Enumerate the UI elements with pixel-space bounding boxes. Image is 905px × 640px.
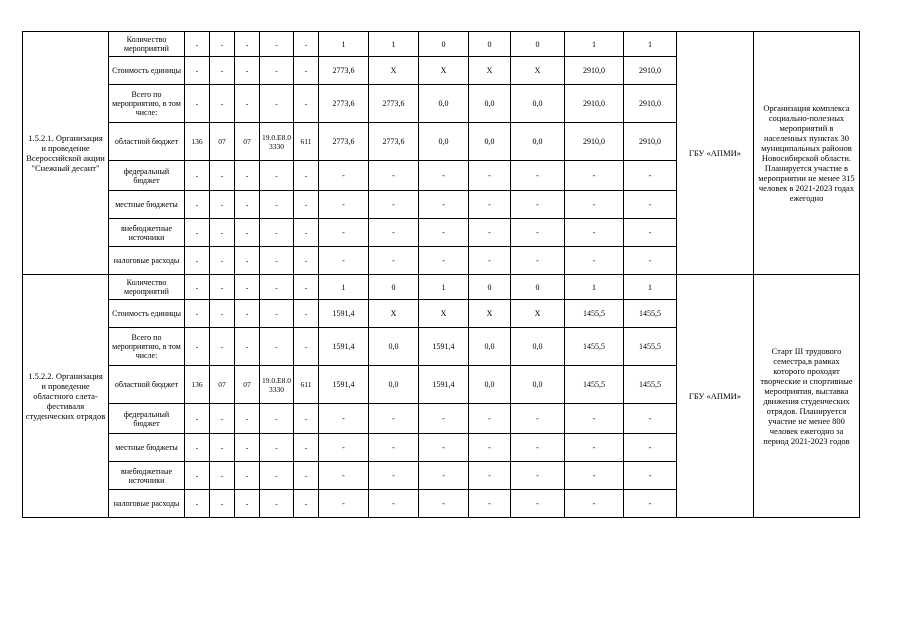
expected-result-cell: Организация комплекса социально-полезных мероприятий в населенных пунктах 30 муниципальных районов Новосибирской области. Планируется участие в мероприятии не менее 315 человек в 2021-2023 годах ежегодно	[753, 32, 859, 275]
value-cell: -	[623, 462, 676, 490]
value-cell: X	[510, 300, 564, 328]
table-row	[23, 32, 860, 57]
classification-code-cell: -	[260, 161, 294, 191]
classification-code-cell: -	[293, 462, 318, 490]
value-cell: 1	[368, 32, 418, 57]
value-cell: 2773,6	[368, 123, 418, 161]
classification-code-cell: -	[293, 434, 318, 462]
table-row	[23, 275, 860, 300]
value-cell: -	[564, 247, 623, 275]
value-cell: -	[418, 219, 468, 247]
value-cell: -	[318, 462, 368, 490]
value-cell: -	[318, 404, 368, 434]
value-cell: 2910,0	[623, 85, 676, 123]
row-label-cell: налоговые расходы	[109, 490, 185, 518]
classification-code-cell: -	[260, 462, 294, 490]
value-cell: -	[318, 191, 368, 219]
value-cell: 0	[468, 32, 510, 57]
classification-code-cell: -	[293, 57, 318, 85]
value-cell: -	[418, 434, 468, 462]
classification-code-cell: -	[185, 219, 210, 247]
value-cell: -	[368, 247, 418, 275]
classification-code-cell: 07	[235, 366, 260, 404]
value-cell: -	[318, 490, 368, 518]
classification-code-cell: -	[260, 219, 294, 247]
value-cell: X	[368, 300, 418, 328]
row-label-cell: местные бюджеты	[109, 191, 185, 219]
value-cell: 0,0	[468, 366, 510, 404]
value-cell: 0	[468, 275, 510, 300]
value-cell: -	[623, 191, 676, 219]
classification-code-cell: 07	[210, 366, 235, 404]
value-cell: -	[418, 490, 468, 518]
classification-code-cell: -	[210, 32, 235, 57]
task-title-cell: 1.5.2.2. Организация и проведение областного слета-фестиваля студенческих отрядов	[23, 275, 109, 518]
value-cell: 0	[510, 32, 564, 57]
classification-code-cell: -	[260, 191, 294, 219]
classification-code-cell: -	[293, 328, 318, 366]
row-label-cell: областной бюджет	[109, 123, 185, 161]
classification-code-cell: -	[185, 300, 210, 328]
value-cell: 0,0	[418, 123, 468, 161]
value-cell: 2773,6	[318, 57, 368, 85]
value-cell: X	[418, 300, 468, 328]
value-cell: -	[564, 490, 623, 518]
value-cell: -	[468, 434, 510, 462]
value-cell: 2910,0	[564, 85, 623, 123]
value-cell: 2910,0	[623, 57, 676, 85]
value-cell: 0,0	[468, 328, 510, 366]
value-cell: 1455,5	[564, 366, 623, 404]
classification-code-cell: -	[185, 161, 210, 191]
value-cell: 1591,4	[318, 328, 368, 366]
value-cell: -	[368, 219, 418, 247]
budget-table	[22, 31, 860, 518]
value-cell: 1	[623, 275, 676, 300]
classification-code-cell: -	[210, 490, 235, 518]
classification-code-cell: -	[293, 85, 318, 123]
classification-code-cell: -	[210, 161, 235, 191]
value-cell: -	[510, 247, 564, 275]
value-cell: -	[368, 490, 418, 518]
classification-code-cell: -	[235, 32, 260, 57]
value-cell: -	[564, 161, 623, 191]
classification-code-cell: -	[210, 57, 235, 85]
classification-code-cell: -	[185, 490, 210, 518]
classification-code-cell: -	[260, 57, 294, 85]
table-body	[23, 32, 860, 518]
classification-code-cell: -	[210, 300, 235, 328]
classification-code-cell: -	[293, 161, 318, 191]
classification-code-cell: -	[260, 300, 294, 328]
classification-code-cell: -	[235, 247, 260, 275]
classification-code-cell: 136	[185, 123, 210, 161]
value-cell: -	[368, 191, 418, 219]
value-cell: -	[564, 462, 623, 490]
value-cell: 0,0	[368, 366, 418, 404]
classification-code-cell: -	[235, 161, 260, 191]
value-cell: 1591,4	[318, 300, 368, 328]
value-cell: -	[318, 247, 368, 275]
value-cell: -	[623, 490, 676, 518]
classification-code-cell: -	[293, 300, 318, 328]
classification-code-cell: -	[210, 219, 235, 247]
row-label-cell: областной бюджет	[109, 366, 185, 404]
value-cell: 2773,6	[318, 123, 368, 161]
classification-code-cell: -	[260, 275, 294, 300]
classification-code-cell: -	[293, 32, 318, 57]
classification-code-cell: 07	[235, 123, 260, 161]
value-cell: -	[564, 434, 623, 462]
row-label-cell: Стоимость единицы	[109, 57, 185, 85]
classification-code-cell: -	[293, 191, 318, 219]
classification-code-cell: 611	[293, 366, 318, 404]
value-cell: 1455,5	[623, 300, 676, 328]
classification-code-cell: -	[185, 191, 210, 219]
value-cell: -	[368, 434, 418, 462]
row-label-cell: федеральный бюджет	[109, 404, 185, 434]
value-cell: X	[468, 300, 510, 328]
value-cell: X	[418, 57, 468, 85]
row-label-cell: местные бюджеты	[109, 434, 185, 462]
value-cell: 0,0	[510, 328, 564, 366]
value-cell: 0,0	[510, 366, 564, 404]
value-cell: -	[418, 404, 468, 434]
value-cell: 1455,5	[623, 328, 676, 366]
value-cell: -	[368, 161, 418, 191]
value-cell: 1	[318, 275, 368, 300]
value-cell: -	[623, 404, 676, 434]
classification-code-cell: -	[293, 219, 318, 247]
row-label-cell: налоговые расходы	[109, 247, 185, 275]
value-cell: 1	[418, 275, 468, 300]
classification-code-cell: -	[235, 434, 260, 462]
classification-code-cell: -	[293, 490, 318, 518]
value-cell: -	[564, 219, 623, 247]
classification-code-cell: -	[235, 85, 260, 123]
value-cell: 1	[564, 275, 623, 300]
value-cell: 2910,0	[623, 123, 676, 161]
classification-code-cell: -	[260, 434, 294, 462]
row-label-cell: федеральный бюджет	[109, 161, 185, 191]
classification-code-cell: -	[293, 275, 318, 300]
value-cell: 1	[318, 32, 368, 57]
row-label-cell: Количество мероприятий	[109, 275, 185, 300]
classification-code-cell: -	[185, 404, 210, 434]
value-cell: 1455,5	[564, 328, 623, 366]
value-cell: -	[418, 191, 468, 219]
value-cell: -	[468, 161, 510, 191]
value-cell: 0	[510, 275, 564, 300]
classification-code-cell: -	[235, 219, 260, 247]
classification-code-cell: -	[235, 462, 260, 490]
value-cell: X	[368, 57, 418, 85]
value-cell: -	[623, 247, 676, 275]
classification-code-cell: -	[210, 434, 235, 462]
value-cell: 0,0	[510, 123, 564, 161]
value-cell: 1	[623, 32, 676, 57]
value-cell: 2910,0	[564, 57, 623, 85]
value-cell: 1455,5	[564, 300, 623, 328]
value-cell: -	[510, 404, 564, 434]
classification-code-cell: -	[185, 247, 210, 275]
classification-code-cell: -	[260, 85, 294, 123]
value-cell: -	[318, 219, 368, 247]
value-cell: -	[623, 161, 676, 191]
classification-code-cell: -	[210, 275, 235, 300]
value-cell: 1591,4	[418, 328, 468, 366]
classification-code-cell: -	[235, 490, 260, 518]
row-label-cell: внебюджетные источники	[109, 462, 185, 490]
value-cell: X	[468, 57, 510, 85]
value-cell: -	[468, 490, 510, 518]
value-cell: 1591,4	[418, 366, 468, 404]
value-cell: X	[510, 57, 564, 85]
value-cell: 0	[418, 32, 468, 57]
value-cell: -	[468, 404, 510, 434]
classification-code-cell: 07	[210, 123, 235, 161]
task-title-cell: 1.5.2.1. Организация и проведение Всероссийской акции "Снежный десант"	[23, 32, 109, 275]
value-cell: 0,0	[510, 85, 564, 123]
value-cell: 0,0	[418, 85, 468, 123]
row-label-cell: Количество мероприятий	[109, 32, 185, 57]
classification-code-cell: -	[260, 328, 294, 366]
classification-code-cell: -	[235, 191, 260, 219]
value-cell: -	[418, 247, 468, 275]
classification-code-cell: -	[185, 328, 210, 366]
row-label-cell: внебюджетные источники	[109, 219, 185, 247]
value-cell: -	[564, 404, 623, 434]
value-cell: -	[510, 434, 564, 462]
value-cell: -	[318, 161, 368, 191]
classification-code-cell: -	[185, 57, 210, 85]
executor-cell: ГБУ «АПМИ»	[676, 32, 753, 275]
value-cell: -	[468, 219, 510, 247]
value-cell: -	[468, 247, 510, 275]
value-cell: -	[468, 191, 510, 219]
value-cell: -	[623, 434, 676, 462]
value-cell: 1591,4	[318, 366, 368, 404]
classification-code-cell: -	[260, 247, 294, 275]
value-cell: -	[564, 191, 623, 219]
value-cell: -	[368, 404, 418, 434]
value-cell: -	[318, 434, 368, 462]
value-cell: -	[510, 490, 564, 518]
classification-code-cell: -	[185, 434, 210, 462]
classification-code-cell: 19.0.E8.0 3330	[260, 366, 294, 404]
value-cell: -	[510, 219, 564, 247]
value-cell: 2773,6	[368, 85, 418, 123]
classification-code-cell: -	[210, 404, 235, 434]
classification-code-cell: -	[185, 32, 210, 57]
value-cell: -	[368, 462, 418, 490]
row-label-cell: Стоимость единицы	[109, 300, 185, 328]
classification-code-cell: -	[260, 32, 294, 57]
classification-code-cell: -	[260, 404, 294, 434]
classification-code-cell: -	[235, 275, 260, 300]
row-label-cell: Всего по мероприятию, в том числе:	[109, 85, 185, 123]
classification-code-cell: -	[210, 462, 235, 490]
classification-code-cell: 611	[293, 123, 318, 161]
value-cell: -	[623, 219, 676, 247]
classification-code-cell: -	[210, 247, 235, 275]
classification-code-cell: -	[185, 275, 210, 300]
classification-code-cell: 19.0.E8.0 3330	[260, 123, 294, 161]
classification-code-cell: -	[210, 191, 235, 219]
value-cell: 0	[368, 275, 418, 300]
classification-code-cell: -	[235, 328, 260, 366]
value-cell: 1455,5	[623, 366, 676, 404]
classification-code-cell: -	[260, 490, 294, 518]
classification-code-cell: -	[210, 85, 235, 123]
value-cell: -	[510, 161, 564, 191]
value-cell: -	[510, 191, 564, 219]
classification-code-cell: -	[235, 57, 260, 85]
classification-code-cell: -	[210, 328, 235, 366]
value-cell: -	[468, 462, 510, 490]
classification-code-cell: -	[185, 462, 210, 490]
value-cell: 0,0	[468, 85, 510, 123]
executor-cell: ГБУ «АПМИ»	[676, 275, 753, 518]
value-cell: -	[510, 462, 564, 490]
classification-code-cell: -	[293, 404, 318, 434]
value-cell: 2773,6	[318, 85, 368, 123]
value-cell: -	[418, 161, 468, 191]
expected-result-cell: Старт III трудового семестра,в рамках которого проходят творческие и спортивные мероприятия, выставка движения студенческих отрядов. Планируется участие не менее 800 человек ежегодно за период 2021-2023 годов	[753, 275, 859, 518]
value-cell: -	[418, 462, 468, 490]
classification-code-cell: -	[293, 247, 318, 275]
value-cell: 0,0	[368, 328, 418, 366]
row-label-cell: Всего по мероприятию, в том числе:	[109, 328, 185, 366]
classification-code-cell: -	[235, 404, 260, 434]
classification-code-cell: 136	[185, 366, 210, 404]
classification-code-cell: -	[235, 300, 260, 328]
classification-code-cell: -	[185, 85, 210, 123]
value-cell: 1	[564, 32, 623, 57]
value-cell: 2910,0	[564, 123, 623, 161]
value-cell: 0,0	[468, 123, 510, 161]
